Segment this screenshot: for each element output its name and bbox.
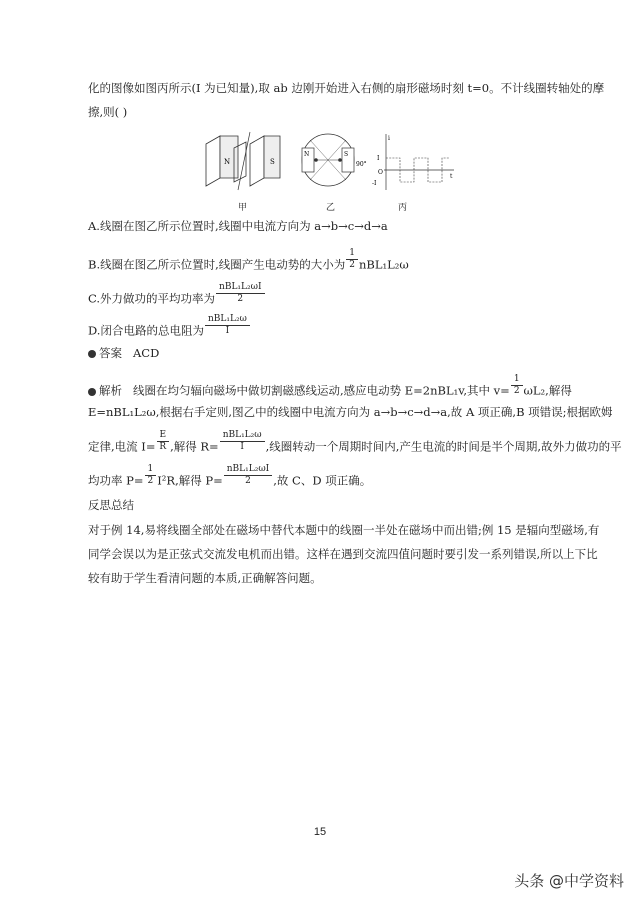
analysis-fraction-half: $\frac{1}{2}$ [145,464,157,487]
label-axis-i: i [388,135,390,142]
caption-jia: 甲 [238,203,248,213]
answer-value: ACD [132,346,160,360]
label-N-jia: N [224,158,231,166]
analysis-line-4: 均功率 P= $\frac{1}{2}$ I²R,解得 P= $\frac{\text{nBL₁L₂ωI}}{2}$ ,故 C、D 项正确。 [88,464,372,488]
intro-line-2: 擦,则( ) [88,105,128,119]
figure-jia [206,132,280,190]
summary-title: 反思总结 [88,498,134,512]
label-axis-t: t [450,173,453,180]
answer-label: 答案 [99,346,122,360]
physics-figure [198,130,458,210]
analysis-label: 解析 [99,383,122,398]
summary-line-2: 同学会误以为是正弦式交流发电机而出错。这样在遇到交流四值问题时要引发一系列错误,所以上下比 [88,547,598,561]
label-N-yi: N [304,151,310,158]
label-S-yi: S [344,151,349,158]
analysis-bullet-icon [88,388,96,396]
summary-line-1: 对于例 14,易将线圈全部处在磁场中替代本题中的线圈一半处在磁场中而出错;例 15 是辐向型磁场,有 [88,523,600,537]
label-S-jia: S [270,158,275,166]
figure-yi [302,134,367,186]
analysis-fraction-v: $\frac{1}{2}$ [511,374,523,397]
option-b-expr: nBL₁L₂ω [359,257,409,272]
watermark: 头条 @中学资料 [514,872,624,890]
option-c [88,282,266,311]
label-angle: 90° [356,161,367,168]
label-I-neg: -I [372,180,377,187]
option-c-text: C.外力做功的平均功率为 [88,291,216,306]
intro-line-1: 化的图像如图丙所示(I 为已知量),取 ab 边刚开始进入右侧的扇形磁场时刻 t=0。不计线圈转轴处的摩 [88,81,605,95]
caption-yi: 乙 [326,203,336,213]
option-d [88,314,251,343]
summary-line-3: 较有助于学生看清问题的本质,正确解答问题。 [88,571,322,585]
option-b-fraction: $\frac{1}{2}$ [346,248,358,271]
label-I-pos: I [377,155,380,162]
option-d-fraction: $\frac{\text{nBL₁L₂ω}}{I}$ [205,314,250,337]
caption-bing: 丙 [398,203,408,213]
option-d-text: D.闭合电路的总电阻为 [88,323,204,338]
option-b [88,248,409,277]
analysis-line-1: 解析 线圈在均匀辐向磁场中做切割磁感线运动,感应电动势 E=2nBL₁v,其中 v= $\frac{1}{2}$ ωL₂,解得 [88,380,572,403]
option-b-text: B.线圈在图乙所示位置时,线圈产生电动势的大小为 [88,257,346,272]
analysis-fraction-i: $\frac{E}{R}$ [157,430,170,453]
analysis-line-3: 定律,电流 I= $\frac{E}{R}$ ,解得 R= $\frac{\text{nBL₁L₂ω}}{I}$ ,线圈转动一个周期时间内,产生电流的时间是半个周期,故外力做功的平 [88,430,622,454]
option-c-fraction: $\frac{\text{nBL₁L₂ωI}}{2}$ [216,282,264,305]
option-a: A.线圈在图乙所示位置时,线圈中电流方向为 a→b→c→d→a [88,219,388,233]
page-number: 15 [313,826,327,838]
label-origin: O [378,169,383,176]
analysis-fraction-r: $\frac{\text{nBL₁L₂ω}}{I}$ [220,430,265,453]
figure-bing [372,134,454,190]
answer-bullet-icon [88,350,96,358]
analysis-fraction-p: $\frac{\text{nBL₁L₂ωI}}{2}$ [224,464,272,487]
answer [88,345,159,361]
analysis-line-2: E=nBL₁L₂ω,根据右手定则,图乙中的线圈中电流方向为 a→b→c→d→a,故 A 项正确,B 项错误;根据欧姆 [88,405,613,419]
